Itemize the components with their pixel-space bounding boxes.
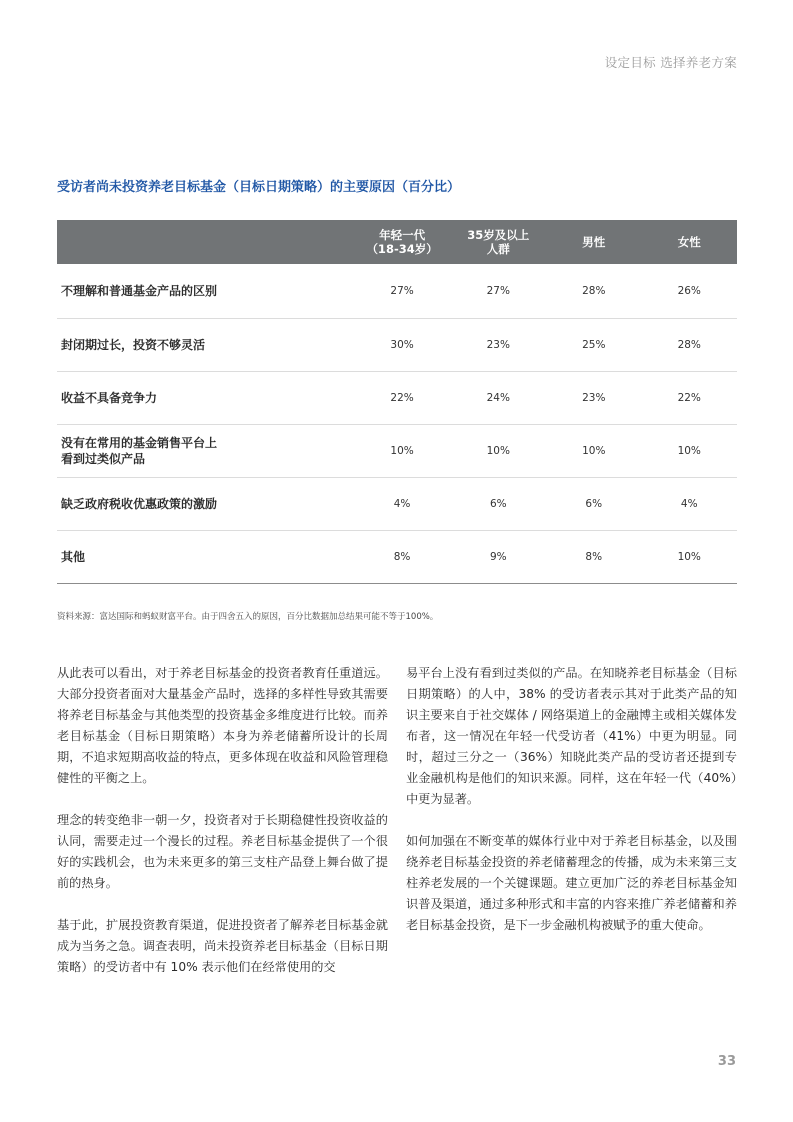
cell-value: 28% [641,319,737,372]
table-row [57,264,737,319]
table-row [57,478,737,531]
cell-value: 30% [354,319,451,372]
table-row [57,531,737,584]
row-label: 收益不具备竞争力 [57,372,354,425]
body-left-column [57,663,388,999]
cell-value: 10% [354,425,451,478]
row-label: 其他 [57,531,354,584]
row-label-l1: 没有在常用的基金销售平台上 [61,436,218,450]
col-header-35plus-l1: 35岁及以上 [467,228,530,242]
cell-value: 23% [451,319,547,372]
cell-value: 22% [354,372,451,425]
table-title: 受访者尚未投资养老目标基金（目标日期策略）的主要原因（百分比） [57,180,461,195]
cell-value: 27% [451,264,547,319]
cell-value: 9% [451,531,547,584]
col-header-female: 女性 [641,220,737,264]
row-label [57,425,354,478]
cell-value: 10% [641,531,737,584]
cell-value: 23% [546,372,641,425]
body-paragraph: 从此表可以看出，对于养老目标基金的投资者教育任重道远。大部分投资者面对大量基金产品时，选择的多样性导致其需要将养老目标基金与其他类型的投资基金多维度进行比较。而养老目标基金（目标日期策略）本身为养老储蓄所设计的长周期，不追求短期高收益的特点，更多体现在收益和风险管理稳健性的平衡之上。 [57,666,388,785]
cell-value: 6% [451,478,547,531]
running-header: 设定目标 选择养老方案 [604,55,737,70]
row-label: 封闭期过长，投资不够灵活 [57,319,354,372]
cell-value: 28% [546,264,641,319]
table-row [57,319,737,372]
cell-value: 10% [641,425,737,478]
cell-value: 24% [451,372,547,425]
survey-table [57,220,737,584]
cell-value: 10% [451,425,547,478]
row-label: 缺乏政府税收优惠政策的激励 [57,478,354,531]
col-header-male: 男性 [546,220,641,264]
body-right-column [406,663,737,957]
cell-value: 8% [546,531,641,584]
table-row [57,372,737,425]
col-header-young-l2: （18-34岁） [366,242,438,256]
cell-value: 27% [354,264,451,319]
table-header-empty [57,220,354,264]
body-paragraph: 基于此，扩展投资教育渠道，促进投资者了解养老目标基金就成为当务之急。调查表明，尚未投资养老目标基金（目标日期策略）的受访者中有 10% 表示他们在经常使用的交 [57,918,388,974]
page-number: 33 [717,1054,736,1069]
cell-value: 10% [546,425,641,478]
source-note: 资料来源：富达国际和蚂蚁财富平台。由于四舍五入的原因，百分比数据加总结果可能不等于100%。 [57,612,439,622]
cell-value: 8% [354,531,451,584]
cell-value: 26% [641,264,737,319]
col-header-young-l1: 年轻一代 [379,228,426,242]
cell-value: 4% [641,478,737,531]
cell-value: 4% [354,478,451,531]
col-header-young [354,220,451,264]
col-header-35plus [451,220,547,264]
row-label: 不理解和普通基金产品的区别 [57,264,354,319]
cell-value: 6% [546,478,641,531]
body-paragraph: 理念的转变绝非一朝一夕，投资者对于长期稳健性投资收益的认同，需要走过一个漫长的过程。养老目标基金提供了一个很好的实践机会，也为未来更多的第三支柱产品登上舞台做了提前的热身。 [57,813,388,890]
body-paragraph: 如何加强在不断变革的媒体行业中对于养老目标基金，以及围绕养老目标基金投资的养老储蓄理念的传播，成为未来第三支柱养老发展的一个关键课题。建立更加广泛的养老目标基金知识普及渠道，通过多种形式和丰富的内容来推广养老储蓄和养老目标基金投资，是下一步金融机构被赋予的重大使命。 [406,834,737,932]
table-header-row [57,220,737,264]
cell-value: 25% [546,319,641,372]
table-row [57,425,737,478]
row-label-l2: 看到过类似产品 [61,452,146,466]
cell-value: 22% [641,372,737,425]
body-paragraph: 易平台上没有看到过类似的产品。在知晓养老目标基金（目标日期策略）的人中，38% 的受访者表示其对于此类产品的知识主要来自于社交媒体 / 网络渠道上的金融博主或相关媒体发布者，这一情况在年轻一代受访者（41%）中更为明显。同时，超过三分之一（36%）知晓此类产品的受访者还提到专业金融机构是他们的知识来源。同样，这在年轻一代（40%）中更为显著。 [406,666,737,806]
col-header-35plus-l2: 人群 [486,242,510,256]
